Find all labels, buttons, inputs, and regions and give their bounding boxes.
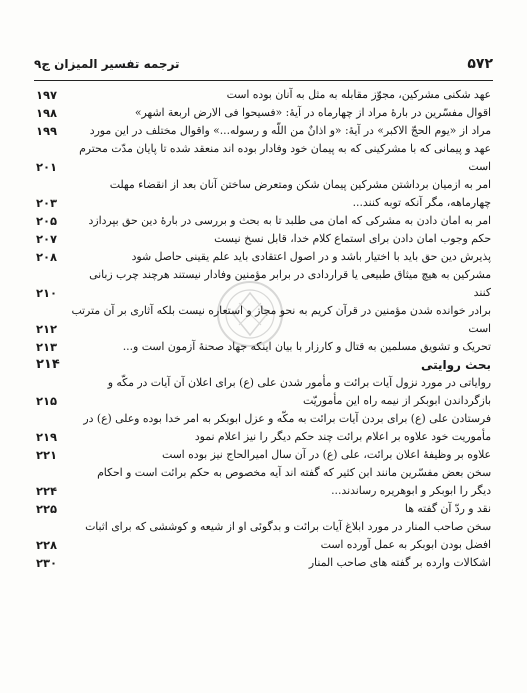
toc-entry-text: است	[468, 322, 491, 335]
toc-entry	[36, 464, 491, 482]
toc-entry-text: مراد از «یوم الحجّ الاکبر» در آیهٔ: «و اذانٌ من اللّه و رسوله...» واقوال مختلف در این مورد	[89, 124, 491, 137]
section-heading	[36, 356, 491, 374]
toc-entry-page: ۲۰۷	[36, 232, 58, 246]
toc-entry	[36, 194, 491, 212]
toc-entry	[36, 104, 491, 122]
toc-entry	[36, 122, 491, 140]
toc-entry	[36, 518, 491, 536]
toc-entry	[36, 140, 491, 158]
toc-entry-text: علاوه بر وظیفهٔ اعلان برائت، علی (ع) در آن سال امیرالحاج نیز بوده است	[162, 448, 491, 461]
toc-entry-text: پذیرش دین حق باید با اختیار باشد و در اصول اعتقادی باید علم یقینی حاصل شود	[131, 250, 491, 263]
toc-entry-text: چهارماهه، مگر آنکه توبه کنند...	[352, 196, 491, 209]
toc-entry-page: ۲۳۰	[36, 556, 58, 570]
toc-entry	[36, 230, 491, 248]
toc-entry-text: امر به امان دادن به مشرکی که امان می طلبد تا به بحث و بررسی در بارهٔ دین حق بپردازد	[88, 214, 491, 227]
toc-entry	[36, 266, 491, 284]
toc-entry-text: بازگرداندن ابوبکر از نیمه راه این مأموریّت	[303, 394, 491, 407]
toc-entry	[36, 158, 491, 176]
toc-entry	[36, 446, 491, 464]
toc-entry	[36, 248, 491, 266]
toc-entry	[36, 284, 491, 302]
toc-entry	[36, 86, 491, 104]
toc-entry-text: کنند	[473, 286, 491, 299]
toc-entry	[36, 176, 491, 194]
toc-entry-page: ۲۱۳	[36, 340, 58, 354]
toc-entry-text: عهد و پیمانی که با مشرکینی که به پیمان خود وفادار بوده اند منعقد شده تا پایان مدّت محترم	[79, 142, 491, 155]
toc-entry	[36, 374, 491, 392]
toc-entry-text: مشرکین به هیچ میثاق طبیعی یا قراردادی در برابر مؤمنین وفادار نیستند هرچند چرب زبانی	[89, 268, 491, 281]
toc-entry	[36, 320, 491, 338]
toc-entry-page: ۲۰۱	[36, 160, 58, 174]
header-rule	[34, 80, 493, 81]
toc-entry-page: ۱۹۹	[36, 124, 58, 138]
toc-entry-text: بحث روایتی	[420, 358, 491, 372]
toc-entry-page: ۲۱۰	[36, 286, 58, 300]
toc-entry-page: ۲۰۵	[36, 214, 58, 228]
toc-entry-page: ۲۲۸	[36, 538, 58, 552]
toc-entry-text: مأموریت خود علاوه بر اعلام برائت چند حکم دیگر را نیز اعلام نمود	[194, 430, 491, 443]
page-header	[34, 56, 493, 76]
toc-entry-text: افضل بودن ابوبکر به عمل آورده است	[320, 538, 491, 551]
toc-entry-page: ۲۲۴	[36, 484, 58, 498]
toc-entry-page: ۲۱۹	[36, 430, 58, 444]
toc-entry-text: نقد و ردّ آن گفته ها	[404, 502, 491, 515]
toc-entry-text: روایاتی در مورد نزول آیات برائت و مأمور شدن علی (ع) برای اعلان آن آیات در مکّه و	[107, 376, 491, 389]
toc-entry	[36, 482, 491, 500]
toc-entry-page: ۲۱۲	[36, 322, 58, 336]
toc-entry	[36, 428, 491, 446]
toc-entry-text: حکم وجوب امان دادن برای استماع کلام خدا، قابل نسخ نیست	[214, 232, 491, 245]
toc-entry	[36, 212, 491, 230]
toc-entry-text: اقوال مفسّرین در بارهٔ مراد از چهارماه در آیهٔ: «فسیحوا فی الارض اربعة اشهر»	[134, 106, 491, 119]
toc-entry-page: ۱۹۷	[36, 88, 58, 102]
toc-entry-page: ۲۲۱	[36, 448, 58, 462]
toc-entry	[36, 410, 491, 428]
toc-entry-text: سخن صاحب المنار در مورد ابلاغ آیات برائت و بدگوئی او از شیعه و کوششی که برای اثبات	[85, 520, 491, 533]
toc-entry	[36, 338, 491, 356]
toc-entry	[36, 500, 491, 518]
toc-entry-text: دیگر را ابوبکر و ابوهریره رساندند...	[331, 484, 491, 497]
toc-entry-text: تحریک و تشویق مسلمین به قتال و کارزار با بیان اینکه جهاد صحنهٔ آزمون است و...	[122, 340, 491, 353]
toc-entry	[36, 302, 491, 320]
toc-entry-text: سخن بعض مفسّرین مانند ابن کثیر که گفته اند آیه مخصوص به حکم برائت است و احکام	[97, 466, 491, 479]
toc-entry-text: امر به ازمیان برداشتن مشرکین پیمان شکن ومتعرض ساختن آنان بعد از انقضاء مهلت	[109, 178, 491, 191]
toc-entry-text: عهد شکنی مشرکین، مجوّز مقابله به مثل به آنان بوده است	[226, 88, 491, 101]
toc-entry-page: ۲۲۵	[36, 502, 58, 516]
table-of-contents	[36, 86, 491, 572]
toc-entry-page: ۲۱۵	[36, 394, 58, 408]
toc-entry-text: فرستادن علی (ع) برای بردن آیات برائت به مکّه و عزل ابوبکر به امر خدا بوده وعلی (ع) در	[83, 412, 491, 425]
toc-entry-text: اشکالات وارده بر گفته های صاحب المنار	[308, 556, 491, 569]
toc-entry	[36, 554, 491, 572]
toc-entry-page: ۲۰۳	[36, 196, 58, 210]
toc-entry-text: برادر خوانده شدن مؤمنین در قرآن کریم به نحو مجاز و استعاره نیست بلکه آثاری بر آن مترتب	[71, 304, 491, 317]
toc-entry-page: ۲۱۴	[36, 357, 60, 372]
toc-entry	[36, 392, 491, 410]
running-title: ترجمه تفسیر المیزان ج۹	[34, 57, 180, 71]
toc-entry-text: است	[468, 160, 491, 173]
toc-entry	[36, 536, 491, 554]
toc-entry-page: ۲۰۸	[36, 250, 58, 264]
toc-entry-page: ۱۹۸	[36, 106, 58, 120]
page-number: ۵۷۲	[467, 56, 493, 72]
